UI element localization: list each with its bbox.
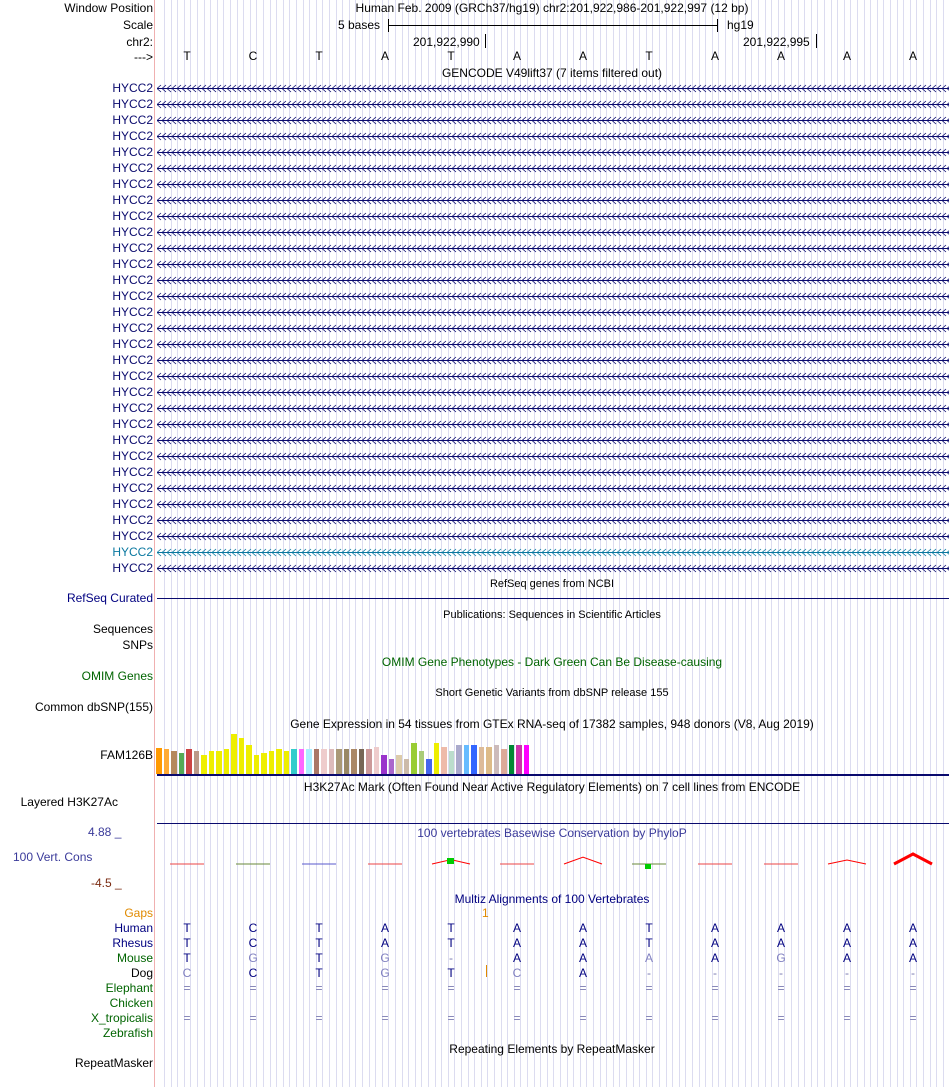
sequence-base: T [447,49,455,63]
gencode-transcript-strand[interactable] [157,324,949,333]
gencode-transcript-label[interactable]: HYCC2 [112,129,153,143]
gencode-transcript-strand[interactable] [157,356,949,365]
sequence-base: T [645,49,653,63]
scale-label: Scale [122,18,153,32]
multiz-base: = [579,1011,587,1025]
multiz-base: = [447,1011,455,1025]
multiz-base: A [512,951,522,965]
gencode-transcript-strand[interactable] [157,116,949,125]
multiz-species-label[interactable]: Dog [130,966,153,980]
multiz-species-label[interactable]: Zebrafish [102,1026,153,1040]
multiz-base: - [713,966,717,980]
multiz-base: A [578,936,588,950]
gencode-transcript-strand[interactable] [157,292,949,301]
gtex-tissue-bar[interactable] [501,749,507,774]
multiz-base: A [644,951,654,965]
gtex-tissue-bar[interactable] [366,749,372,774]
phylop-max-label: 4.88 _ [88,825,122,839]
gtex-tissue-bar[interactable] [359,749,365,774]
gencode-transcript-strand[interactable] [157,308,949,317]
gencode-transcript-strand[interactable] [157,84,949,93]
gtex-tissue-bar[interactable] [411,743,417,775]
assembly-position-title: Human Feb. 2009 (GRCh37/hg19) chr2:201,922,986-201,922,997 (12 bp) [355,1,749,15]
scale-db: hg19 [727,18,754,32]
gencode-transcript-strand[interactable] [157,228,949,237]
dbsnp-track-title: Short Genetic Variants from dbSNP release 155 [435,687,669,699]
publications-track-title: Publications: Sequences in Scientific Articles [443,609,661,621]
sequence-base: A [512,49,522,63]
gencode-transcript-strand[interactable] [157,164,949,173]
gtex-tissue-bar[interactable] [419,751,425,774]
gtex-tissue-bar[interactable] [329,749,335,774]
gencode-transcript-label[interactable]: HYCC2 [112,145,153,159]
multiz-species-label[interactable]: Human [114,921,153,935]
omim-track-label[interactable]: OMIM Genes [81,669,153,683]
gencode-transcript-label[interactable]: HYCC2 [112,97,153,111]
gtex-tissue-bar[interactable] [224,749,230,774]
multiz-base: = [645,981,653,995]
gencode-transcript-label[interactable]: HYCC2 [112,417,153,431]
sequence-base: A [578,49,588,63]
gtex-tissue-bar[interactable] [156,748,162,774]
multiz-base: = [579,981,587,995]
multiz-base: C [248,966,258,980]
multiz-base: = [381,1011,389,1025]
gtex-tissue-bar[interactable] [426,759,432,774]
multiz-base: A [380,921,390,935]
multiz-base: - [845,966,849,980]
gencode-transcript-strand[interactable] [157,468,949,477]
phylop-track-title: 100 vertebrates Basewise Conservation by PhyloP [417,826,687,840]
gtex-tissue-bar[interactable] [516,745,522,774]
multiz-base: T [315,951,323,965]
gencode-transcript-label[interactable]: HYCC2 [112,305,153,319]
gencode-track-title: GENCODE V49lift37 (7 items filtered out) [441,66,663,80]
gtex-bar-chart[interactable] [156,732,536,774]
position-tick-1: 201,922,990 [413,35,480,49]
sequence-base: T [183,49,191,63]
h3k27ac-baseline [157,823,949,824]
gencode-transcript-strand[interactable] [157,100,949,109]
gencode-transcript-strand[interactable] [157,244,949,253]
gencode-transcript-label[interactable]: HYCC2 [112,353,153,367]
gencode-transcript-strand[interactable] [157,500,949,509]
gtex-tissue-bar[interactable] [381,755,387,774]
multiz-base: = [381,981,389,995]
multiz-base: = [843,981,851,995]
gencode-transcript-label[interactable]: HYCC2 [112,257,153,271]
multiz-base: A [710,936,720,950]
multiz-base: T [447,966,455,980]
gencode-transcript-strand[interactable] [157,388,949,397]
gtex-tissue-bar[interactable] [434,743,440,775]
gencode-transcript-strand[interactable] [157,196,949,205]
refseq-track-title: RefSeq genes from NCBI [489,578,615,590]
gtex-tissue-bar[interactable] [201,755,207,774]
sequence-base: A [908,49,918,63]
multiz-base: A [908,921,918,935]
multiz-base: - [779,966,783,980]
multiz-base: T [447,921,455,935]
gtex-gene-label[interactable]: FAM126B [100,748,153,762]
gtex-tissue-bar[interactable] [449,751,455,774]
gencode-transcript-label[interactable]: HYCC2 [112,81,153,95]
multiz-base: G [776,951,786,965]
gencode-transcript-label[interactable]: HYCC2 [112,529,153,543]
gtex-tissue-bar[interactable] [441,747,447,774]
multiz-base: T [315,966,323,980]
multiz-base: A [380,936,390,950]
refseq-gene-line[interactable] [157,598,949,599]
sequence-base: C [248,49,258,63]
multiz-base: A [578,921,588,935]
gencode-transcript-strand[interactable] [157,564,949,573]
label-divider [154,0,155,1087]
gencode-transcript-label[interactable]: HYCC2 [112,289,153,303]
gencode-transcript-label[interactable]: HYCC2 [112,161,153,175]
chrom-label: chr2: [126,35,153,49]
multiz-base: C [248,936,258,950]
multiz-base: A [512,936,522,950]
multiz-base: A [776,936,786,950]
gencode-transcript-label[interactable]: HYCC2 [112,385,153,399]
multiz-base: T [183,936,191,950]
gencode-transcript-strand[interactable] [157,452,949,461]
gtex-tissue-bar[interactable] [179,753,185,774]
multiz-base: A [578,966,588,980]
sequence-base: A [380,49,390,63]
gtex-tissue-bar[interactable] [509,745,515,774]
gtex-tissue-bar[interactable] [216,751,222,774]
sequence-base: A [842,49,852,63]
gtex-tissue-bar[interactable] [231,734,237,774]
gencode-transcript-strand[interactable] [157,148,949,157]
multiz-gaps-label: Gaps [124,906,153,920]
multiz-base: T [447,936,455,950]
gencode-transcript-strand[interactable] [157,372,949,381]
multiz-base: T [183,921,191,935]
gtex-tissue-bar[interactable] [239,738,245,774]
scale-bases: 5 bases [338,18,381,32]
gtex-tissue-bar[interactable] [336,749,342,774]
gencode-transcript-strand[interactable] [157,436,949,445]
multiz-base: = [645,1011,653,1025]
h3k27ac-track-title: H3K27Ac Mark (Often Found Near Active Regulatory Elements) on 7 cell lines from ENCODE [303,780,801,794]
multiz-species-label[interactable]: Elephant [105,981,153,995]
multiz-base: = [777,1011,785,1025]
sequence-base: A [710,49,720,63]
gtex-tissue-bar[interactable] [299,749,305,774]
gencode-transcript-label[interactable]: HYCC2 [112,513,153,527]
multiz-base: C [182,966,192,980]
gtex-tissue-bar[interactable] [344,749,350,774]
sequence-base: A [776,49,786,63]
multiz-base: A [842,951,852,965]
h3k27ac-track-label[interactable]: Layered H3K27Ac [20,795,118,809]
multiz-base: A [776,921,786,935]
position-tick-mark-1 [485,34,486,48]
gtex-tissue-bar[interactable] [186,749,192,774]
gencode-transcript-label[interactable]: HYCC2 [112,337,153,351]
gencode-transcript-strand[interactable] [157,516,949,525]
multiz-base: - [911,966,915,980]
position-tick-2: 201,922,995 [743,35,810,49]
multiz-base: = [249,981,257,995]
multiz-base: T [645,936,653,950]
gencode-transcript-label[interactable]: HYCC2 [112,193,153,207]
gtex-tissue-bar[interactable] [261,753,267,774]
gencode-transcript-strand[interactable] [157,404,949,413]
multiz-base: A [842,936,852,950]
publications-snps-label[interactable]: SNPs [122,638,153,652]
gencode-transcript-strand[interactable] [157,548,949,557]
gencode-transcript-strand[interactable] [157,484,949,493]
phylop-score[interactable] [564,857,602,864]
multiz-base: A [512,921,522,935]
gtex-tissue-bar[interactable] [524,745,530,774]
gencode-transcript-label[interactable]: HYCC2 [112,449,153,463]
strand-label: ---> [134,50,153,64]
multiz-gap-mark: 1 [482,906,489,920]
multiz-base: A [710,921,720,935]
gencode-transcript-label[interactable]: HYCC2 [112,561,153,575]
multiz-species-label[interactable]: X_tropicalis [90,1011,153,1025]
multiz-base: G [248,951,258,965]
gencode-transcript-strand[interactable] [157,340,949,349]
gtex-tissue-bar[interactable] [194,751,200,774]
phylop-highlight [447,858,454,864]
gtex-tissue-bar[interactable] [404,759,410,774]
gencode-transcript-label[interactable]: HYCC2 [112,401,153,415]
dbsnp-track-label[interactable]: Common dbSNP(155) [34,700,153,714]
gencode-transcript-strand[interactable] [157,260,949,269]
multiz-base: T [645,921,653,935]
scale-bar-left-tick [388,19,389,32]
multiz-base: = [843,1011,851,1025]
publications-sequences-label[interactable]: Sequences [92,622,153,636]
gencode-transcript-strand[interactable] [157,420,949,429]
multiz-base: C [248,921,258,935]
gtex-tissue-bar[interactable] [374,747,380,774]
multiz-base: = [315,981,323,995]
multiz-base: = [249,1011,257,1025]
gtex-tissue-bar[interactable] [479,747,485,774]
multiz-base: A [908,951,918,965]
gencode-transcript-label[interactable]: HYCC2 [112,241,153,255]
gtex-tissue-bar[interactable] [291,749,297,774]
multiz-base: G [380,951,390,965]
multiz-base: T [315,921,323,935]
omim-track-title: OMIM Gene Phenotypes - Dark Green Can Be Disease-causing [381,655,723,669]
multiz-species-label[interactable]: Chicken [109,996,153,1010]
multiz-base: = [447,981,455,995]
gencode-transcript-strand[interactable] [157,132,949,141]
gtex-tissue-bar[interactable] [396,755,402,774]
sequence-base: T [315,49,323,63]
phylop-min-label: -4.5 _ [91,876,122,890]
gencode-transcript-label[interactable]: HYCC2 [112,273,153,287]
gtex-gene-line [157,774,949,776]
multiz-base: G [380,966,390,980]
multiz-base: A [578,951,588,965]
phylop-signal[interactable] [155,850,950,870]
multiz-base: T [315,936,323,950]
gtex-tissue-bar[interactable] [171,751,177,774]
gtex-tissue-bar[interactable] [486,747,492,774]
gtex-tissue-bar[interactable] [389,759,395,774]
scale-bar-right-tick [717,19,718,32]
position-tick-mark-2 [816,34,817,48]
gencode-transcript-label[interactable]: HYCC2 [112,497,153,511]
gtex-tissue-bar[interactable] [321,749,327,774]
multiz-base: - [449,951,453,965]
gencode-transcript-label[interactable]: HYCC2 [112,545,153,559]
multiz-base: A [842,921,852,935]
gencode-transcript-strand[interactable] [157,276,949,285]
gencode-transcript-label[interactable]: HYCC2 [112,113,153,127]
gencode-transcript-label[interactable]: HYCC2 [112,433,153,447]
gtex-tissue-bar[interactable] [269,751,275,774]
multiz-base: = [513,981,521,995]
gtex-tissue-bar[interactable] [164,749,170,774]
gencode-transcript-strand[interactable] [157,532,949,541]
phylop-highlight [645,864,651,869]
multiz-base: = [777,981,785,995]
multiz-base: = [909,981,917,995]
multiz-base: = [183,1011,191,1025]
multiz-gap-line [486,965,487,977]
gtex-tissue-bar[interactable] [276,749,282,774]
multiz-base: = [513,1011,521,1025]
gtex-tissue-bar[interactable] [306,749,312,774]
gtex-tissue-bar[interactable] [464,745,470,774]
gtex-tissue-bar[interactable] [284,751,290,774]
phylop-score[interactable] [894,854,932,864]
multiz-base: = [909,1011,917,1025]
phylop-score[interactable] [828,860,866,864]
multiz-base: = [711,1011,719,1025]
phylop-track-label[interactable]: 100 Vert. Cons [13,850,93,864]
multiz-base: = [315,1011,323,1025]
gencode-transcript-label[interactable]: HYCC2 [112,225,153,239]
gtex-tissue-bar[interactable] [209,751,215,774]
gtex-tissue-bar[interactable] [314,749,320,774]
refseq-track-label[interactable]: RefSeq Curated [66,591,153,605]
gtex-tissue-bar[interactable] [456,745,462,774]
gencode-transcript-strand[interactable] [157,212,949,221]
gtex-tissue-bar[interactable] [351,749,357,774]
gencode-transcript-label[interactable]: HYCC2 [112,481,153,495]
repeatmasker-track-label[interactable]: RepeatMasker [74,1056,153,1070]
gtex-tissue-bar[interactable] [254,755,260,774]
multiz-base: A [908,936,918,950]
window-position-label: Window Position [64,1,153,15]
repeatmasker-track-title: Repeating Elements by RepeatMasker [449,1042,655,1056]
gencode-transcript-label[interactable]: HYCC2 [112,209,153,223]
gencode-transcript-strand[interactable] [157,180,949,189]
multiz-base: = [183,981,191,995]
gencode-transcript-label[interactable]: HYCC2 [112,321,153,335]
gtex-tissue-bar[interactable] [471,745,477,774]
multiz-base: = [711,981,719,995]
gtex-track-title: Gene Expression in 54 tissues from GTEx RNA-seq of 17382 samples, 948 donors (V8, Aug 2019) [290,717,814,731]
multiz-base: C [512,966,522,980]
scale-bar [388,25,717,26]
multiz-base: A [710,951,720,965]
multiz-base: T [183,951,191,965]
multiz-base: - [647,966,651,980]
gencode-transcript-label[interactable]: HYCC2 [112,369,153,383]
multiz-track-title: Multiz Alignments of 100 Vertebrates [454,892,650,906]
multiz-species-label[interactable]: Rhesus [112,936,153,950]
gtex-tissue-bar[interactable] [246,745,252,774]
gencode-transcript-label[interactable]: HYCC2 [112,465,153,479]
multiz-species-label[interactable]: Mouse [116,951,153,965]
gtex-tissue-bar[interactable] [494,745,500,774]
gencode-transcript-label[interactable]: HYCC2 [112,177,153,191]
